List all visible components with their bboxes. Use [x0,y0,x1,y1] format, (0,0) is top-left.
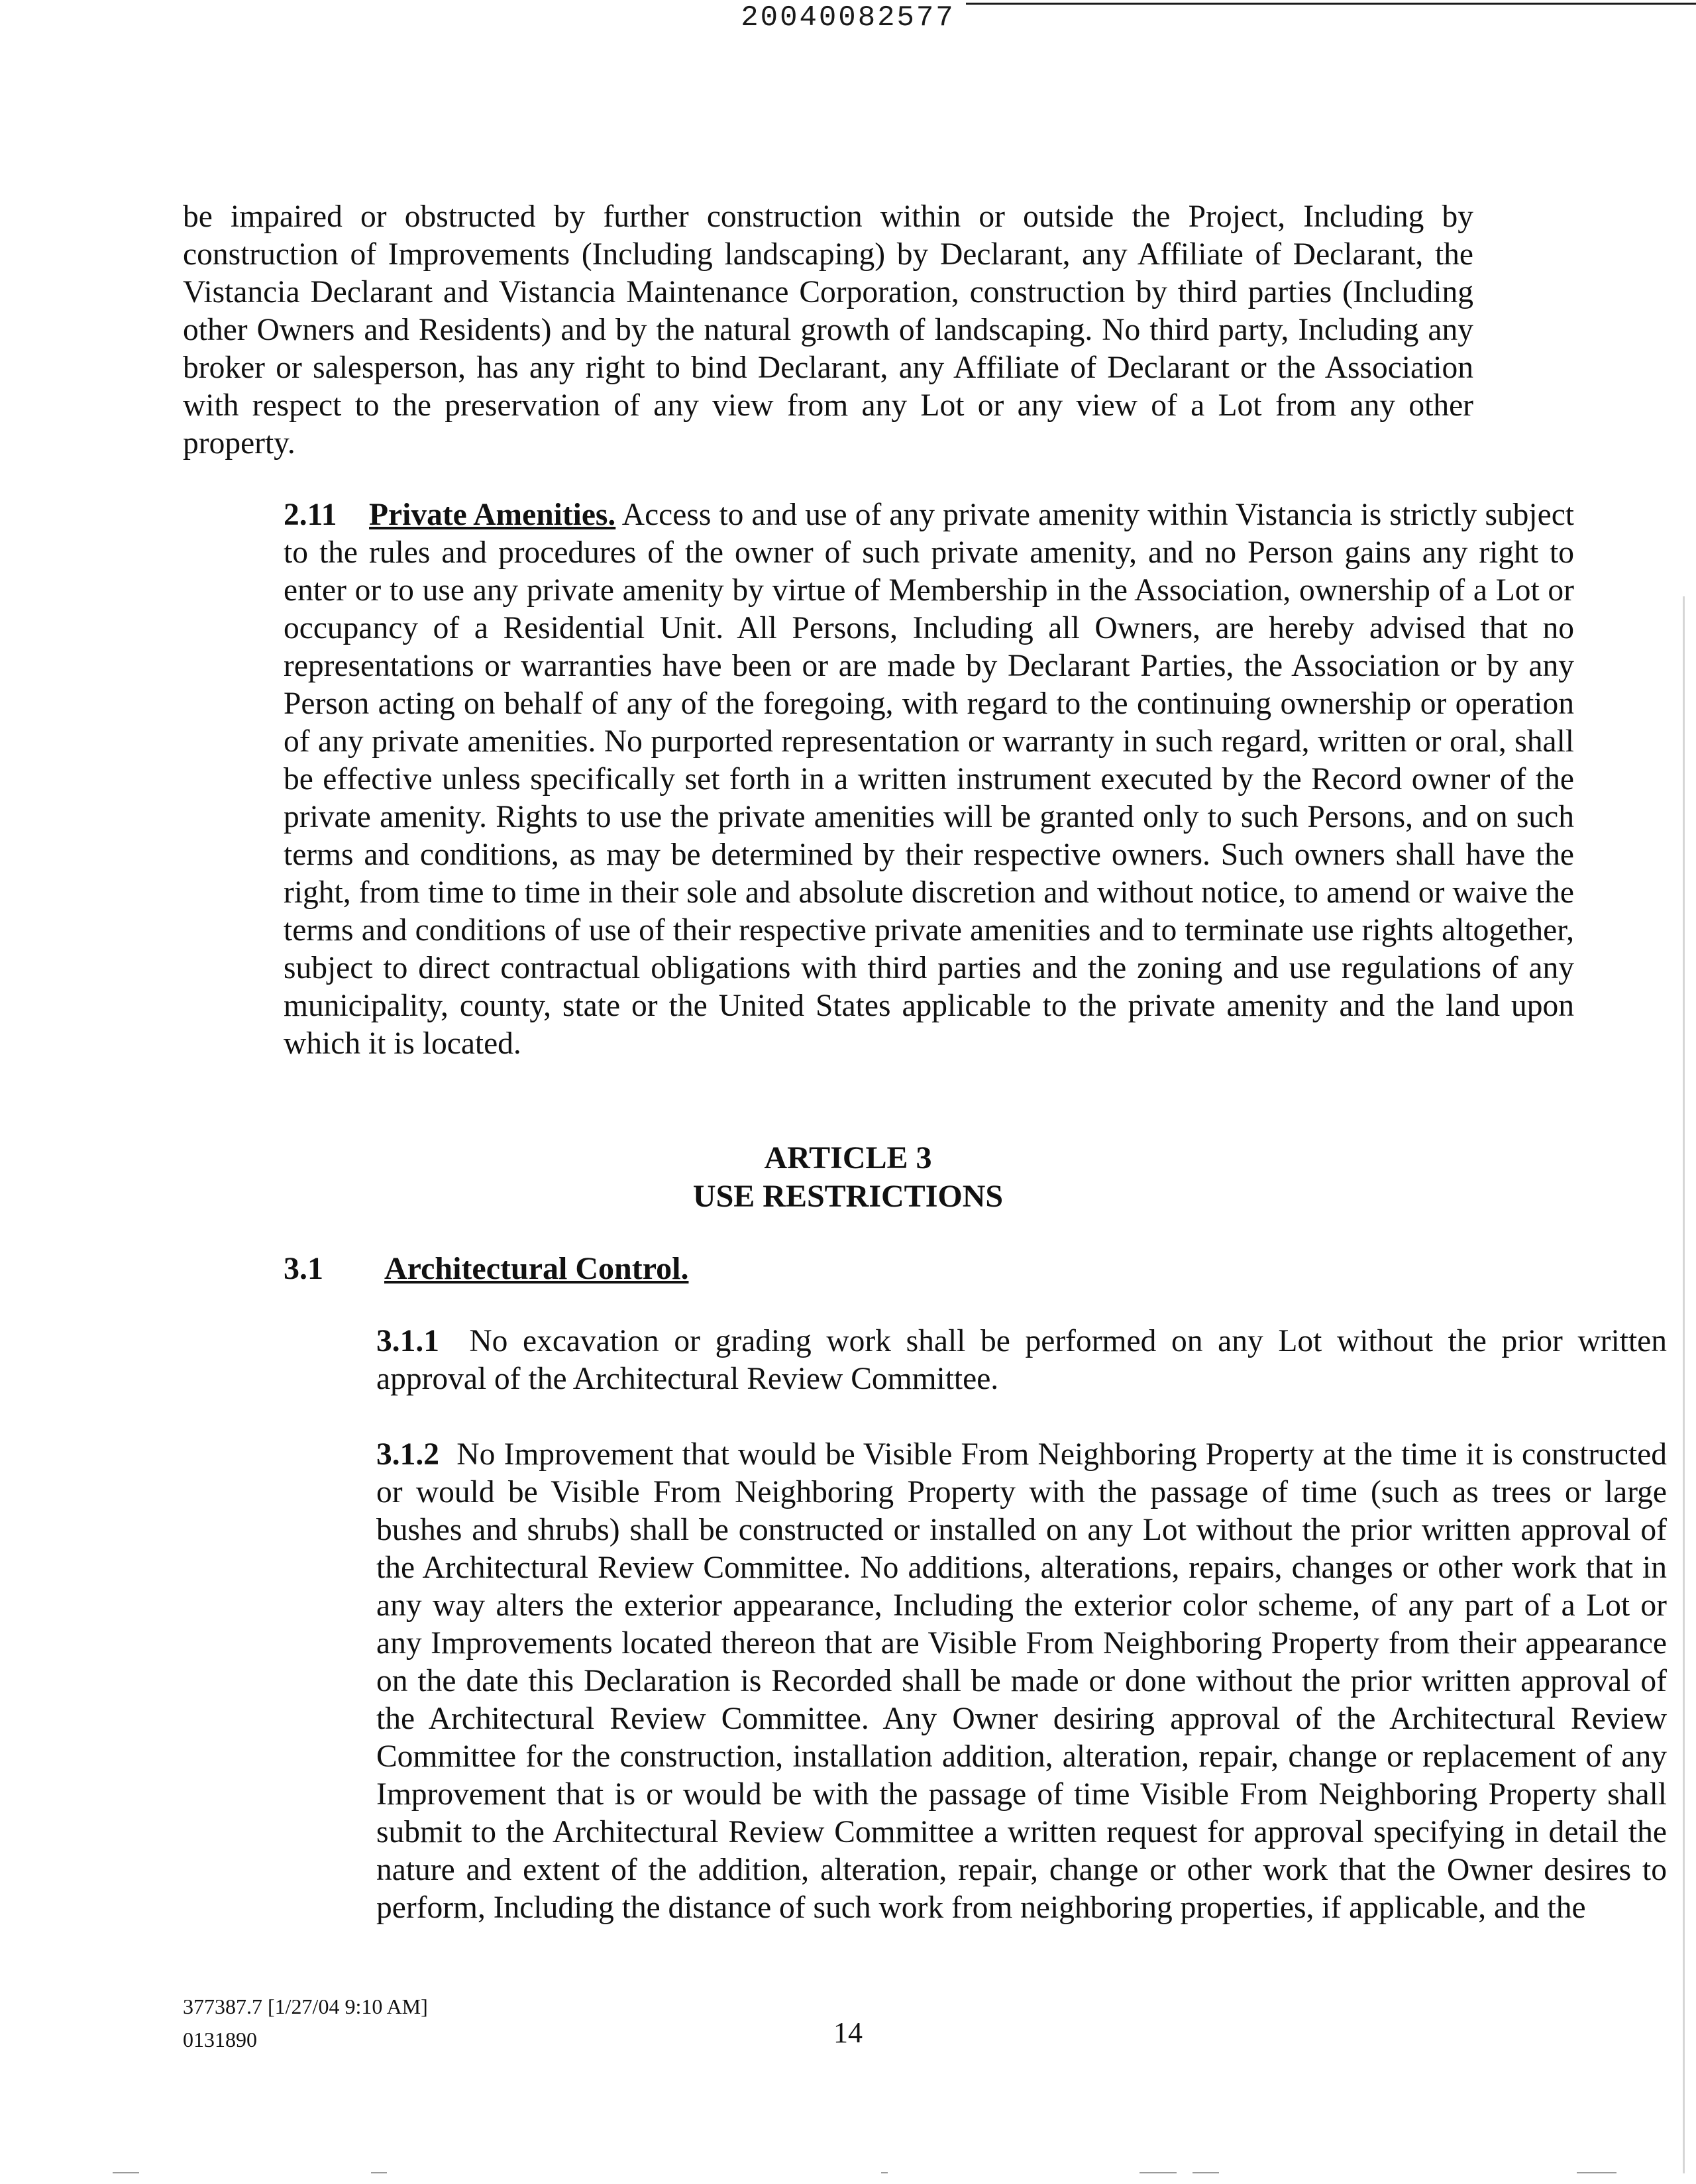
scan-speck [881,2172,888,2173]
section-3-1-2-paragraph [183,1436,1667,1927]
section-title: Architectural Control. [384,1251,689,1286]
recording-number: 20040082577 [741,1,955,34]
scan-edge-line [1683,596,1685,2173]
section-text: Access to and use of any private amenity within Vistancia is strictly subject to the rules and procedures of the owner of such private amenity, and no Person gains any right to enter or to use any private amenity by virtue of Membership in the Association, ownership of a Lot or occupancy of a Residential Unit. All Persons, Including all Owners, are hereby advised that no representations or warranties have been or are made by Declarant Parties, the Association or by any Person acting on behalf of any of the foregoing, with regard to the continuing ownership or operation of any private amenities. No purported representation or warranty in such regard, written or oral, shall be effective unless specifically set forth in a written instrument executed by the Record owner of the private amenity. Rights to use the private amenities will be granted only to such Persons, and on such terms and conditions, as may be determined by their respective owners. Such owners shall have the right, from time to time in their sole and absolute discretion and without notice, to amend or waive the terms and conditions of use of their respective private amenities and to terminate use rights altogether, subject to direct contractual obligations with third parties and the zoning and use regulations of any municipality, county, state or the United States applicable to the private amenity and the land upon which it is located. [284,498,1574,1061]
section-number: 3.1.1 [376,1324,439,1358]
scan-speck [1140,2172,1177,2173]
footer-client-matter: 0131890 [183,2028,257,2051]
scan-speck [1577,2172,1616,2173]
paragraph-text: be impaired or obstructed by further construction within or outside the Project, Including by construction of Improvements (Including landscaping) by Declarant, any Affiliate of Declarant, the Vistancia Declarant and Vistancia Maintenance Corporation, construction by third parties (Including other Owners and Residents) and by the natural growth of landscaping. No third party, Including any broker or salesperson, has any right to bind Declarant, any Affiliate of Declarant or the Association with respect to the preservation of any view from any Lot or any view of a Lot from any other property. [183,199,1473,461]
article-title: USE RESTRICTIONS [692,1179,1004,1214]
scan-speck [1192,2172,1219,2173]
scan-speck [371,2172,387,2173]
section-number: 3.1.2 [376,1437,439,1472]
section-3-1-1-paragraph [183,1323,1667,1398]
footer-doc-reference: 377387.7 [1/27/04 9:10 AM] [183,1994,428,2018]
section-number: 3.1 [284,1251,323,1286]
scan-artifacts [0,2172,1696,2176]
section-3-1-heading [284,1250,688,1288]
paragraph-view-continuation [183,198,1473,463]
section-2-11-paragraph [183,496,1574,1063]
section-title: Private Amenities. [369,498,616,532]
scan-speck [113,2172,139,2173]
section-text: No Improvement that would be Visible From Neighboring Property at the time it is constructed or would be Visible From Neighboring Property with the passage of time (such as trees or large bushes and shrubs) shall be constructed or installed on any Lot without the prior written approval of the Architectural Review Committee. No additions, alterations, repairs, changes or other work that in any way alters the exterior appearance, Including the exterior color scheme, of any part of a Lot or any Improvements located thereon that are Visible From Neighboring Property from their appearance on the date this Declaration is Recorded shall be made or done without the prior written approval of the Architectural Review Committee. Any Owner desiring approval of the Architectural Review Committee for the construction, installation addition, alteration, repair, change or replacement of any Improvement that is or would be with the passage of time Visible From Neighboring Property shall submit to the Architectural Review Committee a written request for approval specifying in detail the nature and extent of the addition, alteration, repair, change or other work that the Owner desires to perform, Including the distance of such work from neighboring properties, if applicable, and the [376,1437,1667,1925]
header-rule [966,3,1696,5]
article-label: ARTICLE 3 [764,1140,932,1175]
page-number: 14 [833,2016,863,2049]
section-text: No excavation or grading work shall be performed on any Lot without the prior written approval of the Architectural Review Committee. [376,1324,1667,1396]
section-number: 2.11 [284,498,337,532]
